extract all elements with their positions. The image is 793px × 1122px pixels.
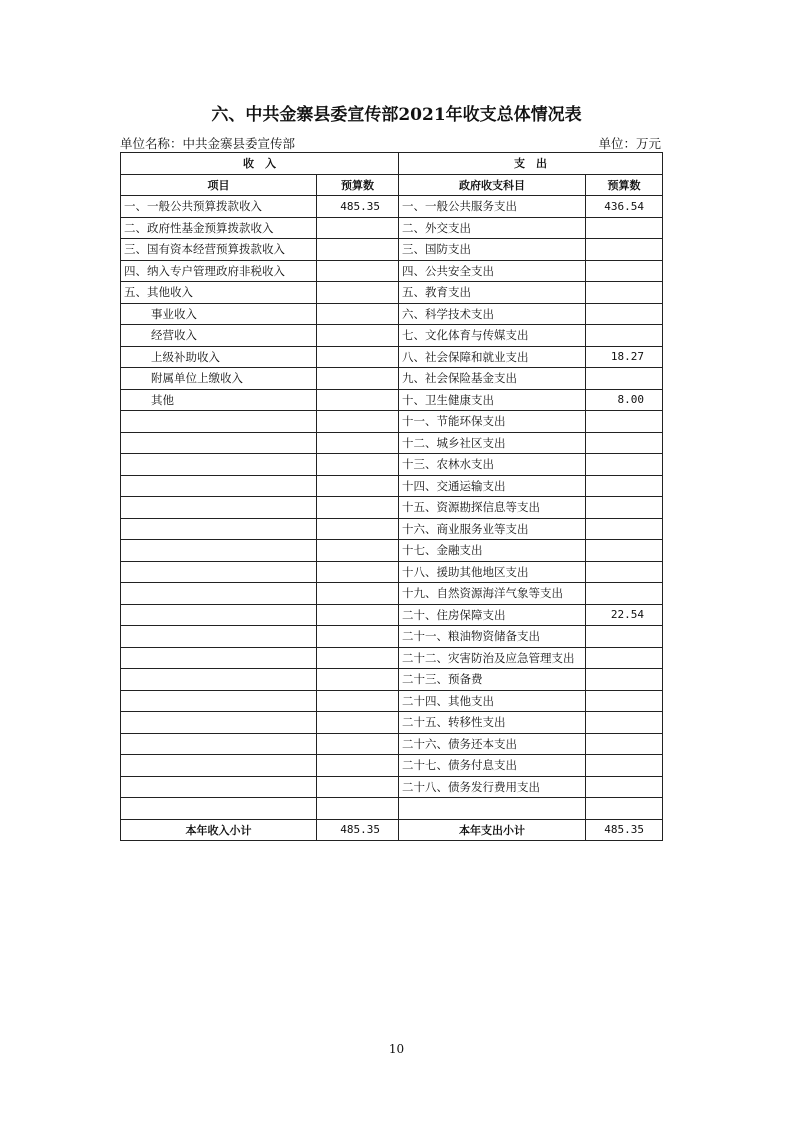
table-row xyxy=(121,497,663,519)
expense-subject-cell: 九、社会保险基金支出 xyxy=(399,368,586,390)
table-row xyxy=(121,626,663,648)
expense-subject-cell: 十二、城乡社区支出 xyxy=(399,432,586,454)
gov-subject-column-header: 政府收支科目 xyxy=(399,174,586,196)
table-row xyxy=(121,669,663,691)
expense-subject-cell: 二十七、债务付息支出 xyxy=(399,755,586,777)
income-budget-cell xyxy=(317,647,399,669)
income-budget-cell: 485.35 xyxy=(317,196,399,218)
income-item-cell xyxy=(121,712,317,734)
expense-budget-cell xyxy=(586,626,663,648)
income-item-cell xyxy=(121,669,317,691)
income-item-cell: 事业收入 xyxy=(121,303,317,325)
table-row xyxy=(121,755,663,777)
expense-subject-cell: 十五、资源勘探信息等支出 xyxy=(399,497,586,519)
expense-budget-cell xyxy=(586,325,663,347)
income-item-cell xyxy=(121,626,317,648)
expense-budget-cell xyxy=(586,776,663,798)
table-row xyxy=(121,561,663,583)
expense-subject-cell: 五、教育支出 xyxy=(399,282,586,304)
expense-budget-cell xyxy=(586,368,663,390)
income-budget-cell xyxy=(317,583,399,605)
table-row xyxy=(121,518,663,540)
expense-budget-cell xyxy=(586,454,663,476)
budget2-column-header: 预算数 xyxy=(586,174,663,196)
table-row xyxy=(121,325,663,347)
expense-budget-cell xyxy=(586,475,663,497)
table-row xyxy=(121,282,663,304)
expense-budget-cell xyxy=(586,497,663,519)
expense-subject-cell: 四、公共安全支出 xyxy=(399,260,586,282)
expense-subject-cell: 二十八、债务发行费用支出 xyxy=(399,776,586,798)
expense-total-value: 485.35 xyxy=(586,819,663,841)
expense-budget-cell xyxy=(586,647,663,669)
table-row xyxy=(121,475,663,497)
income-item-cell: 上级补助收入 xyxy=(121,346,317,368)
expense-budget-cell xyxy=(586,217,663,239)
expense-subject-cell: 七、文化体育与传媒支出 xyxy=(399,325,586,347)
expense-subject-cell: 六、科学技术支出 xyxy=(399,303,586,325)
income-budget-cell xyxy=(317,497,399,519)
income-budget-cell xyxy=(317,346,399,368)
expense-subject-cell: 二十三、预备费 xyxy=(399,669,586,691)
table-row xyxy=(121,583,663,605)
expense-subject-cell: 二、外交支出 xyxy=(399,217,586,239)
table-row xyxy=(121,776,663,798)
table-meta xyxy=(120,134,661,152)
expense-budget-cell: 436.54 xyxy=(586,196,663,218)
unit-label: 单位：万元 xyxy=(598,136,661,151)
expense-subject-cell: 十四、交通运输支出 xyxy=(399,475,586,497)
expense-subject-cell: 八、社会保障和就业支出 xyxy=(399,346,586,368)
expense-header: 支 出 xyxy=(399,153,663,175)
table-row xyxy=(121,432,663,454)
table-row xyxy=(121,196,663,218)
table-row xyxy=(121,798,663,820)
table-row xyxy=(121,239,663,261)
income-total-label: 本年收入小计 xyxy=(121,819,317,841)
income-budget-cell xyxy=(317,282,399,304)
income-item-cell: 附属单位上缴收入 xyxy=(121,368,317,390)
income-item-cell: 二、政府性基金预算拨款收入 xyxy=(121,217,317,239)
expense-subject-cell: 十三、农林水支出 xyxy=(399,454,586,476)
income-budget-cell xyxy=(317,239,399,261)
expense-subject-cell: 二十五、转移性支出 xyxy=(399,712,586,734)
table-row xyxy=(121,260,663,282)
income-item-cell: 一、一般公共预算拨款收入 xyxy=(121,196,317,218)
income-budget-cell xyxy=(317,712,399,734)
expense-budget-cell: 18.27 xyxy=(586,346,663,368)
unit-name: 单位名称：中共金寨县委宣传部 xyxy=(120,136,296,151)
income-budget-cell xyxy=(317,690,399,712)
expense-budget-cell: 22.54 xyxy=(586,604,663,626)
income-budget-cell xyxy=(317,540,399,562)
income-budget-cell xyxy=(317,368,399,390)
expense-budget-cell xyxy=(586,690,663,712)
item-column-header: 项目 xyxy=(121,174,317,196)
income-budget-cell xyxy=(317,454,399,476)
income-budget-cell xyxy=(317,217,399,239)
expense-subject-cell: 十八、援助其他地区支出 xyxy=(399,561,586,583)
expense-budget-cell xyxy=(586,733,663,755)
income-budget-cell xyxy=(317,755,399,777)
income-budget-cell xyxy=(317,604,399,626)
table-row xyxy=(121,604,663,626)
expense-subject-cell xyxy=(399,798,586,820)
expense-budget-cell xyxy=(586,282,663,304)
income-item-cell xyxy=(121,497,317,519)
income-budget-cell xyxy=(317,411,399,433)
income-total-value: 485.35 xyxy=(317,819,399,841)
expense-subject-cell: 一、一般公共服务支出 xyxy=(399,196,586,218)
income-item-cell xyxy=(121,733,317,755)
income-item-cell: 其他 xyxy=(121,389,317,411)
table-row xyxy=(121,454,663,476)
expense-budget-cell xyxy=(586,561,663,583)
budget-table xyxy=(120,152,663,841)
table-row xyxy=(121,346,663,368)
income-item-cell xyxy=(121,755,317,777)
table-row xyxy=(121,540,663,562)
income-budget-cell xyxy=(317,669,399,691)
income-item-cell xyxy=(121,604,317,626)
expense-subject-cell: 二十一、粮油物资储备支出 xyxy=(399,626,586,648)
table-row xyxy=(121,217,663,239)
income-budget-cell xyxy=(317,475,399,497)
budget-table-body xyxy=(121,153,663,841)
budget-column-header: 预算数 xyxy=(317,174,399,196)
income-budget-cell xyxy=(317,325,399,347)
income-item-cell xyxy=(121,647,317,669)
expense-budget-cell xyxy=(586,411,663,433)
income-item-cell xyxy=(121,540,317,562)
expense-budget-cell xyxy=(586,518,663,540)
table-row xyxy=(121,411,663,433)
income-item-cell: 四、纳入专户管理政府非税收入 xyxy=(121,260,317,282)
income-budget-cell xyxy=(317,798,399,820)
expense-subject-cell: 十七、金融支出 xyxy=(399,540,586,562)
expense-budget-cell xyxy=(586,432,663,454)
expense-budget-cell xyxy=(586,239,663,261)
income-item-cell xyxy=(121,475,317,497)
page-title: 六、中共金寨县委宣传部2021年收支总体情况表 xyxy=(211,105,582,125)
income-header: 收 入 xyxy=(121,153,399,175)
expense-subject-cell: 十一、节能环保支出 xyxy=(399,411,586,433)
section-header-row xyxy=(121,153,663,175)
income-item-cell xyxy=(121,518,317,540)
expense-subject-cell: 二十四、其他支出 xyxy=(399,690,586,712)
income-item-cell xyxy=(121,411,317,433)
expense-subject-cell: 二十六、债务还本支出 xyxy=(399,733,586,755)
income-item-cell xyxy=(121,776,317,798)
income-item-cell xyxy=(121,454,317,476)
table-row xyxy=(121,303,663,325)
expense-budget-cell xyxy=(586,712,663,734)
income-budget-cell xyxy=(317,561,399,583)
expense-subject-cell: 二十二、灾害防治及应急管理支出 xyxy=(399,647,586,669)
income-budget-cell xyxy=(317,626,399,648)
table-row xyxy=(121,712,663,734)
income-budget-cell xyxy=(317,518,399,540)
expense-budget-cell xyxy=(586,669,663,691)
income-budget-cell xyxy=(317,303,399,325)
table-row xyxy=(121,389,663,411)
table-row xyxy=(121,368,663,390)
expense-subject-cell: 十六、商业服务业等支出 xyxy=(399,518,586,540)
expense-budget-cell: 8.00 xyxy=(586,389,663,411)
expense-budget-cell xyxy=(586,303,663,325)
expense-subject-cell: 二十、住房保障支出 xyxy=(399,604,586,626)
expense-total-label: 本年支出小计 xyxy=(399,819,586,841)
income-budget-cell xyxy=(317,733,399,755)
expense-subject-cell: 十九、自然资源海洋气象等支出 xyxy=(399,583,586,605)
expense-subject-cell: 十、卫生健康支出 xyxy=(399,389,586,411)
expense-budget-cell xyxy=(586,583,663,605)
expense-budget-cell xyxy=(586,755,663,777)
income-item-cell xyxy=(121,690,317,712)
table-row xyxy=(121,690,663,712)
income-item-cell: 经营收入 xyxy=(121,325,317,347)
income-item-cell xyxy=(121,561,317,583)
totals-row xyxy=(121,819,663,841)
income-item-cell: 三、国有资本经营预算拨款收入 xyxy=(121,239,317,261)
income-item-cell xyxy=(121,432,317,454)
income-budget-cell xyxy=(317,432,399,454)
income-budget-cell xyxy=(317,260,399,282)
expense-budget-cell xyxy=(586,540,663,562)
column-header-row xyxy=(121,174,663,196)
income-budget-cell xyxy=(317,776,399,798)
income-item-cell xyxy=(121,798,317,820)
page-number: 10 xyxy=(388,1042,405,1056)
expense-subject-cell: 三、国防支出 xyxy=(399,239,586,261)
expense-budget-cell xyxy=(586,798,663,820)
income-item-cell xyxy=(121,583,317,605)
expense-budget-cell xyxy=(586,260,663,282)
income-item-cell: 五、其他收入 xyxy=(121,282,317,304)
table-row xyxy=(121,733,663,755)
income-budget-cell xyxy=(317,389,399,411)
table-row xyxy=(121,647,663,669)
